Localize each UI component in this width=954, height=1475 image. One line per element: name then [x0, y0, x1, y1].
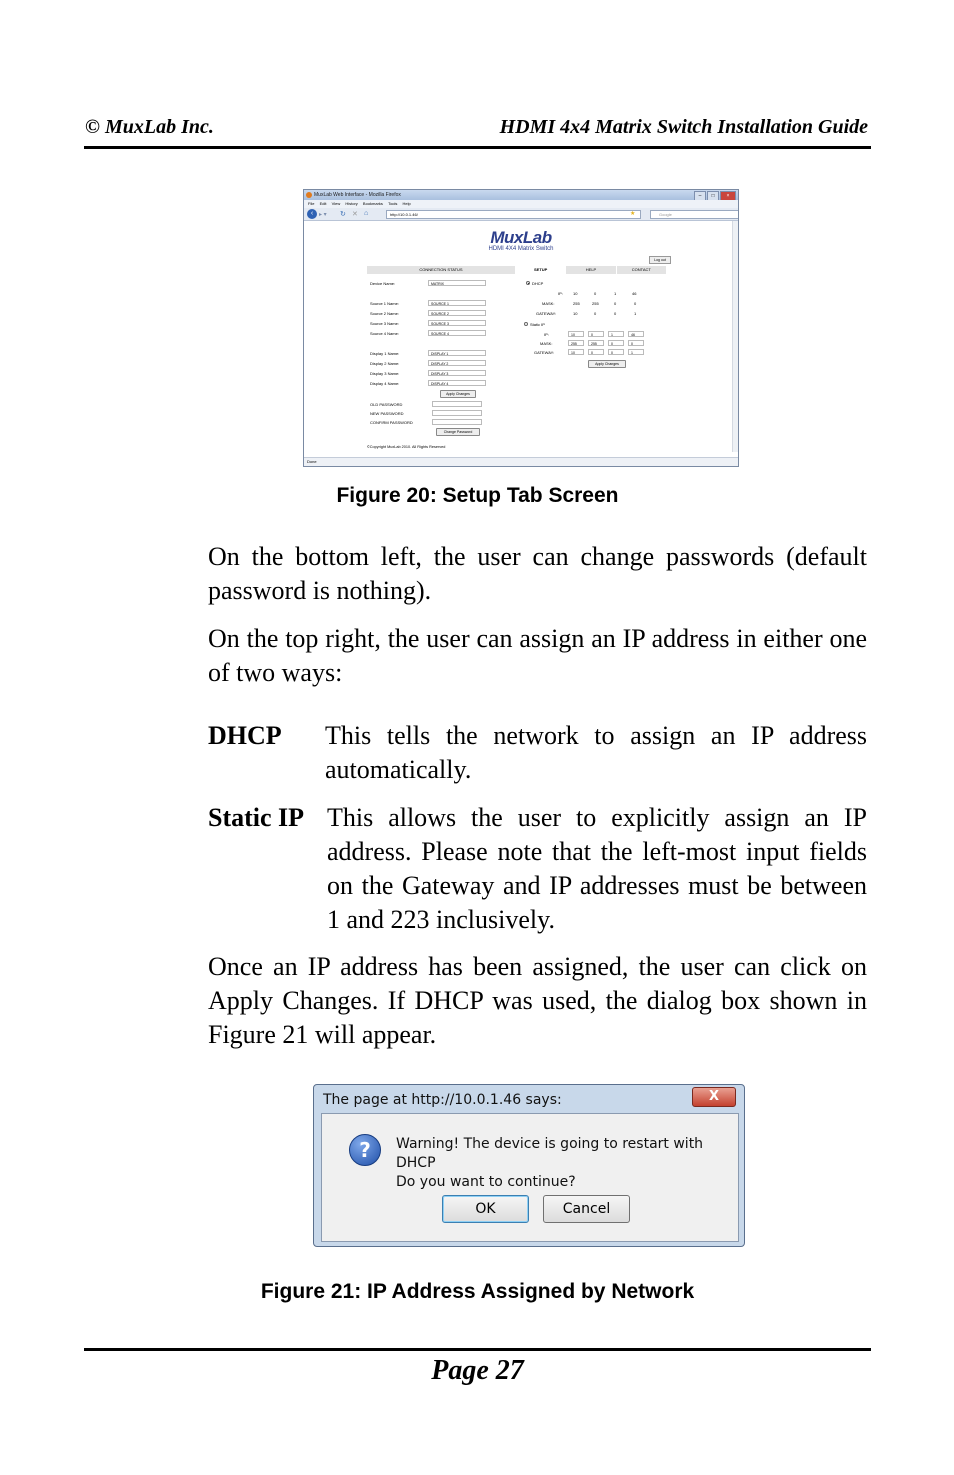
- password-label: OLD PASSWORD: [370, 402, 403, 407]
- static-ip-4[interactable]: 46: [628, 331, 644, 337]
- mask-label: MASK:: [542, 301, 555, 306]
- static-ip-label: Static IP: [530, 322, 545, 327]
- source-3-input[interactable]: SOURCE 3: [428, 320, 486, 326]
- static-ip-radio[interactable]: [524, 322, 528, 326]
- dialog-title: The page at http://10.0.1.46 says:: [323, 1092, 562, 1108]
- copyright: ©Copyright MuxLab 2010. All Rights Reserved: [367, 445, 446, 449]
- header-left: © MuxLab Inc.: [85, 116, 214, 138]
- menu-file[interactable]: File: [308, 201, 315, 206]
- home-icon[interactable]: ⌂: [364, 210, 369, 217]
- display-2-input[interactable]: DISPLAY 2: [428, 360, 486, 366]
- menu-bookmarks[interactable]: Bookmarks: [362, 201, 383, 206]
- tab-contact[interactable]: CONTACT: [617, 266, 667, 274]
- display-3-input[interactable]: DISPLAY 3: [428, 370, 486, 376]
- definition-static-ip: This allows the user to explicitly assign an IP address. Please note that the left-most input fields on the Gateway and IP addresses must be between 1 and 223 inclusively.: [327, 803, 867, 934]
- browser-window-title: MuxLab Web Interface - Mozilla Firefox: [314, 192, 401, 198]
- window-controls: [694, 191, 736, 199]
- back-icon[interactable]: ‹: [307, 209, 317, 219]
- muxlab-logo: MuxLab: [490, 228, 552, 247]
- source-1-input[interactable]: SOURCE 1: [428, 300, 486, 306]
- browser-titlebar: [304, 190, 738, 200]
- dhcp-gw-2: 0: [594, 311, 597, 316]
- question-icon: ?: [349, 1134, 381, 1166]
- logout-button[interactable]: Log out: [649, 256, 671, 264]
- scrollbar[interactable]: [732, 221, 738, 452]
- tab-help[interactable]: HELP: [566, 266, 616, 274]
- ip-label: IP:: [544, 332, 549, 337]
- stop-icon[interactable]: ✕: [352, 211, 358, 218]
- static-gw-1[interactable]: 10: [568, 349, 584, 355]
- field-label: Source 4 Name:: [370, 331, 399, 336]
- field-label: Display 2 Name:: [370, 361, 400, 366]
- paragraph-ip-assign: On the top right, the user can assign an IP address in either one of two ways:: [208, 624, 867, 687]
- dhcp-mask-4: 0: [634, 301, 637, 306]
- password-label: NEW PASSWORD: [370, 411, 404, 416]
- ok-button[interactable]: OK: [442, 1195, 529, 1223]
- paragraph-passwords: On the bottom left, the user can change passwords (default password is nothing).: [208, 542, 867, 605]
- cancel-button[interactable]: Cancel: [543, 1195, 630, 1223]
- figure-20-caption: Figure 20: Setup Tab Screen: [336, 484, 619, 507]
- dhcp-gw-3: 0: [614, 311, 617, 316]
- search-input[interactable]: Google: [650, 210, 739, 219]
- field-label: Source 2 Name:: [370, 311, 399, 316]
- dialog-body: [321, 1113, 739, 1242]
- browser-navbar: [304, 208, 738, 221]
- static-mask-2[interactable]: 255: [588, 340, 604, 346]
- dhcp-mask-3: 0: [614, 301, 617, 306]
- term-dhcp: DHCP: [208, 721, 282, 750]
- paragraph-apply-changes: Once an IP address has been assigned, the user can click on Apply Changes. If DHCP was used, the dialog box shown in Figure 21 will appear.: [208, 952, 867, 1049]
- setup-tab-screenshot: [303, 189, 739, 467]
- dhcp-mask-2: 255: [592, 301, 599, 306]
- term-static-ip: Static IP: [208, 803, 305, 832]
- menu-history[interactable]: History: [345, 201, 358, 206]
- confirm-password-input[interactable]: [432, 419, 482, 425]
- header-title: HDMI 4x4 Matrix Switch Installation Guide: [499, 116, 868, 138]
- apply-changes-ip-button[interactable]: Apply Changes: [588, 360, 626, 368]
- dhcp-ip-1: 10: [573, 291, 578, 296]
- static-gw-3[interactable]: 0: [608, 349, 624, 355]
- dhcp-warning-dialog: [313, 1084, 745, 1247]
- static-gw-4[interactable]: 1: [628, 349, 644, 355]
- field-label: Source 1 Name:: [370, 301, 399, 306]
- product-name: HDMI 4X4 Matrix Switch: [488, 246, 554, 252]
- dhcp-radio[interactable]: [526, 281, 530, 285]
- header-rule: [84, 146, 871, 149]
- footer-rule: [84, 1348, 871, 1351]
- field-label: Source 3 Name:: [370, 321, 399, 326]
- static-ip-2[interactable]: 0: [588, 331, 604, 337]
- page-number: Page 27: [431, 1355, 524, 1386]
- apply-changes-button[interactable]: Apply Changes: [440, 390, 476, 398]
- reload-icon[interactable]: ↻: [340, 211, 346, 218]
- dhcp-ip-2: 0: [594, 291, 597, 296]
- menu-tools[interactable]: Tools: [388, 201, 398, 206]
- dhcp-ip-3: 1: [614, 291, 617, 296]
- browser-statusbar: [304, 457, 738, 466]
- static-mask-4[interactable]: 0: [628, 340, 644, 346]
- tab-connection-status[interactable]: CONNECTION STATUS: [367, 266, 516, 274]
- new-password-input[interactable]: [432, 410, 482, 416]
- dhcp-label: DHCP: [532, 281, 544, 286]
- static-ip-3[interactable]: 1: [608, 331, 624, 337]
- device-name-input[interactable]: MATRIX: [428, 280, 486, 286]
- mask-label: MASK:: [540, 341, 553, 346]
- field-label: Display 4 Name:: [370, 381, 400, 386]
- tab-setup[interactable]: SETUP: [516, 266, 566, 274]
- display-1-input[interactable]: DISPLAY 1: [428, 350, 486, 356]
- status-text: Done: [307, 459, 317, 464]
- dhcp-gw-1: 10: [573, 311, 578, 316]
- old-password-input[interactable]: [432, 401, 482, 407]
- maximize-icon[interactable]: □: [707, 191, 719, 201]
- display-4-input[interactable]: DISPLAY 4: [428, 380, 486, 386]
- dialog-message: [396, 1135, 738, 1192]
- gateway-label: GATEWAY:: [536, 311, 557, 316]
- app-tabs: [367, 266, 667, 274]
- definition-dhcp: This tells the network to assign an IP address automatically.: [325, 721, 867, 784]
- gateway-label: GATEWAY:: [534, 350, 555, 355]
- close-icon[interactable]: ×: [720, 191, 736, 201]
- dhcp-gw-4: 1: [634, 311, 637, 316]
- change-password-button[interactable]: Change Password: [436, 428, 480, 436]
- field-label: Device Name:: [370, 281, 396, 286]
- password-label: CONFIRM PASSWORD: [370, 420, 413, 425]
- field-label: Display 3 Name:: [370, 371, 400, 376]
- static-ip-1[interactable]: 10: [568, 331, 584, 337]
- browser-menubar: [304, 200, 738, 208]
- close-icon[interactable]: X: [692, 1087, 736, 1107]
- dhcp-ip-4: 46: [632, 291, 637, 296]
- static-mask-3[interactable]: 0: [608, 340, 624, 346]
- figure-21-caption: Figure 21: IP Address Assigned by Network: [260, 1280, 695, 1303]
- static-gw-2[interactable]: 0: [588, 349, 604, 355]
- url-bar[interactable]: http://10.0.1.46/: [386, 210, 641, 219]
- bookmark-star-icon[interactable]: ★: [630, 211, 636, 217]
- firefox-icon: [306, 192, 312, 198]
- menu-edit[interactable]: Edit: [319, 201, 327, 206]
- ip-label: IP:: [558, 291, 563, 296]
- field-label: Display 1 Name:: [370, 351, 400, 356]
- static-mask-1[interactable]: 255: [568, 340, 584, 346]
- source-2-input[interactable]: SOURCE 2: [428, 310, 486, 316]
- minimize-icon[interactable]: –: [694, 191, 706, 201]
- menu-help[interactable]: Help: [402, 201, 411, 206]
- dhcp-mask-1: 255: [573, 301, 580, 306]
- dialog-message-line1: Warning! The device is going to restart with DHCP: [396, 1136, 704, 1171]
- source-4-input[interactable]: SOURCE 4: [428, 330, 486, 336]
- menu-view[interactable]: View: [331, 201, 341, 206]
- forward-icon[interactable]: ▸ ▾: [319, 212, 327, 218]
- dialog-message-line2: Do you want to continue?: [396, 1174, 576, 1190]
